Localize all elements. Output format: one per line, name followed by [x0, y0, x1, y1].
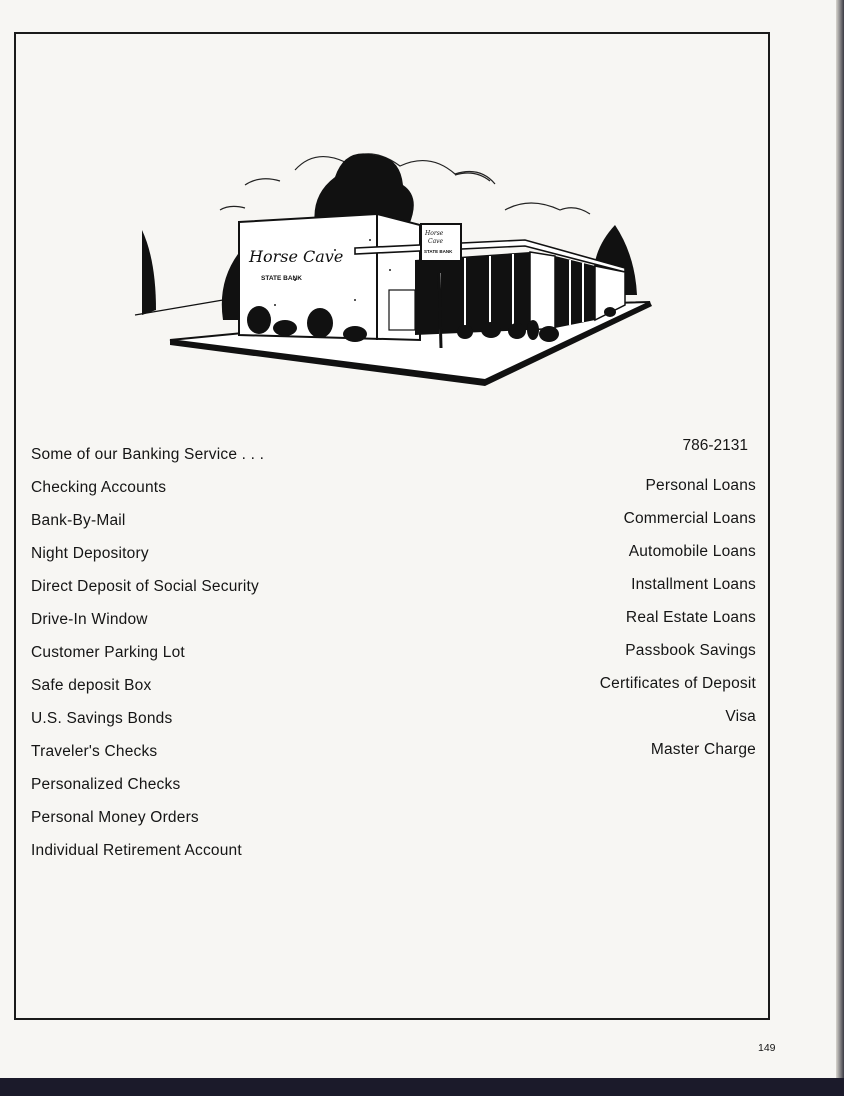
phone-number: 786-2131 [682, 437, 748, 454]
bank-building-illustration [125, 130, 665, 400]
list-item: Personal Loans [645, 477, 756, 494]
page-number: 149 [758, 1042, 776, 1054]
list-item: Master Charge [650, 741, 756, 758]
list-item: Visa [725, 708, 756, 725]
list-item: Night Depository [31, 545, 149, 562]
list-item: Safe deposit Box [31, 677, 152, 694]
list-item: Checking Accounts [31, 479, 167, 496]
list-item: U.S. Savings Bonds [31, 710, 173, 727]
services-heading: Some of our Banking Service . . . [31, 446, 265, 463]
tree-icon [142, 230, 156, 315]
list-item: Passbook Savings [625, 642, 756, 659]
list-item: Certificates of Deposit [599, 675, 756, 692]
svg-text:Horse: Horse [425, 230, 444, 237]
loan-services-list [600, 469, 756, 766]
list-item: Traveler's Checks [31, 743, 158, 760]
list-item: Customer Parking Lot [31, 644, 185, 661]
list-item: Individual Retirement Account [31, 842, 242, 859]
banking-services-list [31, 438, 264, 867]
svg-text:Horse Cave: Horse Cave [249, 247, 344, 266]
list-item: Personalized Checks [31, 776, 181, 793]
list-item: Personal Money Orders [31, 809, 199, 826]
svg-text:Cave: Cave [428, 238, 444, 245]
list-item: Real Estate Loans [625, 609, 756, 626]
svg-text:STATE BANK: STATE BANK [424, 249, 453, 254]
svg-text:STATE BANK: STATE BANK [261, 275, 302, 282]
list-item: Installment Loans [631, 576, 756, 593]
book-spine [836, 0, 844, 1096]
page-bottom-edge [0, 1078, 844, 1096]
list-item: Commercial Loans [623, 510, 756, 527]
list-item: Bank-By-Mail [31, 512, 126, 529]
list-item: Drive-In Window [31, 611, 148, 628]
list-item: Automobile Loans [628, 543, 756, 560]
list-item: Direct Deposit of Social Security [31, 578, 259, 595]
